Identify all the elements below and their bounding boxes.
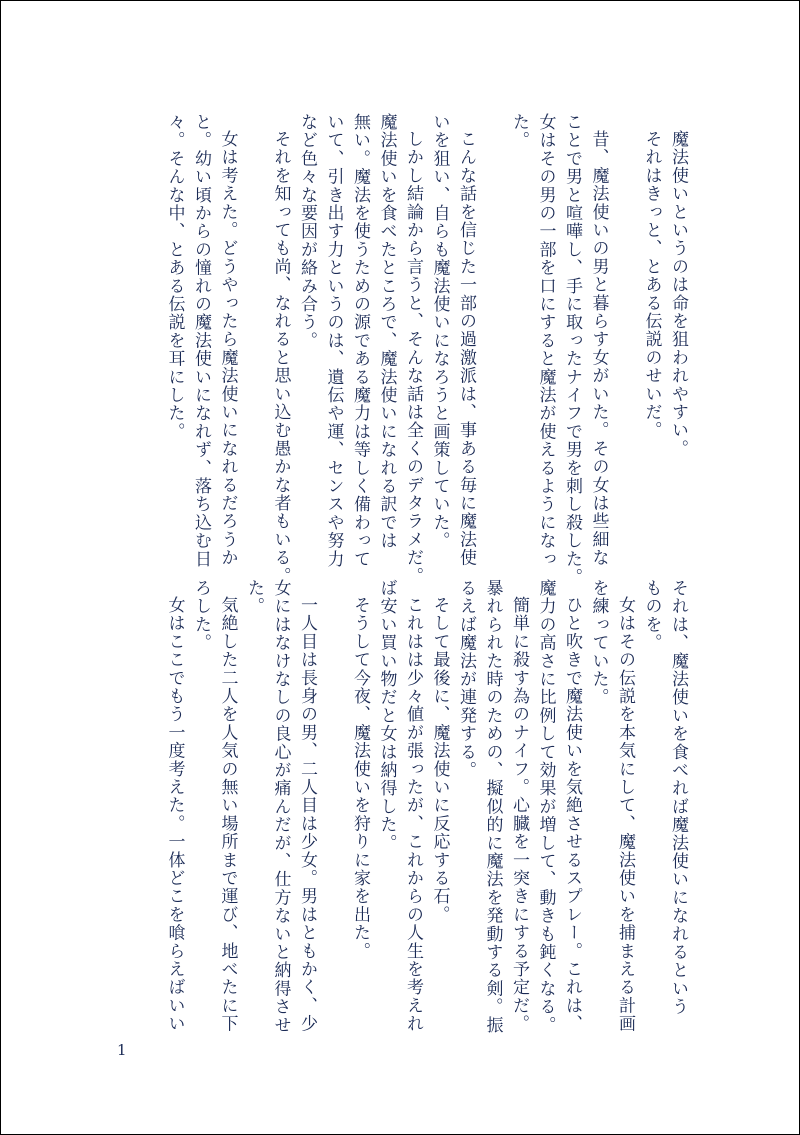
text-line: こんな話を信じた一部の過激派は、事ある毎に魔法使 <box>456 130 476 567</box>
text-line: 簡単に殺す為のナイフ。心臓を一突きにする予定だ。 <box>509 596 529 1033</box>
text-line: など色々な要因が絡み合う。 <box>297 113 317 350</box>
page-number: 1 <box>117 1041 127 1059</box>
text-line: 々。そんな中、とある伝説を耳にした。 <box>164 113 185 441</box>
text-line: と。幼い頃からの憧れの魔法使いになれず、落ち込む日 <box>191 113 211 568</box>
text-line: 女にはなけなしの良心が痛んだが、仕方ないと納得させ <box>270 579 291 1034</box>
text-line: ば安い買い物だと女は納得した。 <box>376 579 397 852</box>
text-column-top <box>161 113 691 587</box>
blank-line <box>479 113 506 553</box>
blank-line <box>241 113 268 553</box>
text-line: いて、引き出す力というのは、遺伝や運、センスや努力 <box>323 113 344 568</box>
text-line: しかし結論から言うと、そんな話は全くのデタラメだ。 <box>403 130 423 585</box>
text-line: それはきっと、とある伝説のせいだ。 <box>641 130 662 440</box>
text-line: 魔法使いというのは命を狙われやすい。 <box>668 130 688 458</box>
text-line: 無い。魔法を使うための源である魔力は等しく備わって <box>350 113 370 568</box>
text-line: 暴れられた時のための、擬似的に魔法を発動する剣。振 <box>482 579 503 1034</box>
text-line: 気絶した二人を人気の無い場所まで運び、地べたに下 <box>217 596 238 1033</box>
text-line: そして最後に、魔法使いに反応する石。 <box>429 596 450 924</box>
text-column-bottom <box>161 579 691 1034</box>
text-line: いを狙い、自らも魔法使いになろうと画策していた。 <box>429 113 450 550</box>
text-line: 女はここでもう一度考えた。一体どこを喰らえばいい <box>164 596 185 1033</box>
text-line: ことで男と喧嘩し、手に取ったナイフで男を刺し殺した。 <box>562 113 582 587</box>
text-line: これはは少々値が張ったが、これからの人生を考えれ <box>403 596 423 1033</box>
text-line: ものを。 <box>641 579 662 652</box>
text-line: それは、魔法使いを食べれば魔法使いになれるという <box>668 579 688 1016</box>
text-line: それを知っても尚、なれると思い込む愚かな者もいる。 <box>270 130 291 585</box>
text-line: た。 <box>244 579 264 616</box>
blank-line <box>320 579 347 999</box>
blank-line <box>612 113 639 553</box>
text-line: 女はその伝説を本気にして、魔法使いを捕まえる計画 <box>615 596 635 1033</box>
text-line: 女は考えた。どうやったら魔法使いになれるだろうか <box>217 130 238 567</box>
text-line: 魔法使いを食べたところで、魔法使いになれる訳では <box>376 113 397 550</box>
text-line: 魔力の高さに比例して効果が増して、動きも鈍くなる。 <box>535 579 556 1034</box>
text-line: 女はその男の一部を口にすると魔法が使えるようになっ <box>535 113 556 568</box>
text-line: ろした。 <box>191 579 211 652</box>
text-line: た。 <box>509 113 529 150</box>
text-line: 一人目は長身の男、二人目は少女。男はともかく、少 <box>297 596 317 1033</box>
text-line: ひと吹きで魔法使いを気絶させるスプレー。これは、 <box>562 596 582 1033</box>
text-line: を練っていた。 <box>588 579 609 707</box>
text-line: そうして今夜、魔法使いを狩りに家を出た。 <box>350 596 370 960</box>
text-line: るえば魔法が連発する。 <box>456 579 476 780</box>
text-line: 昔、魔法使いの男と暮らす女がいた。その女は些細な <box>588 130 609 567</box>
